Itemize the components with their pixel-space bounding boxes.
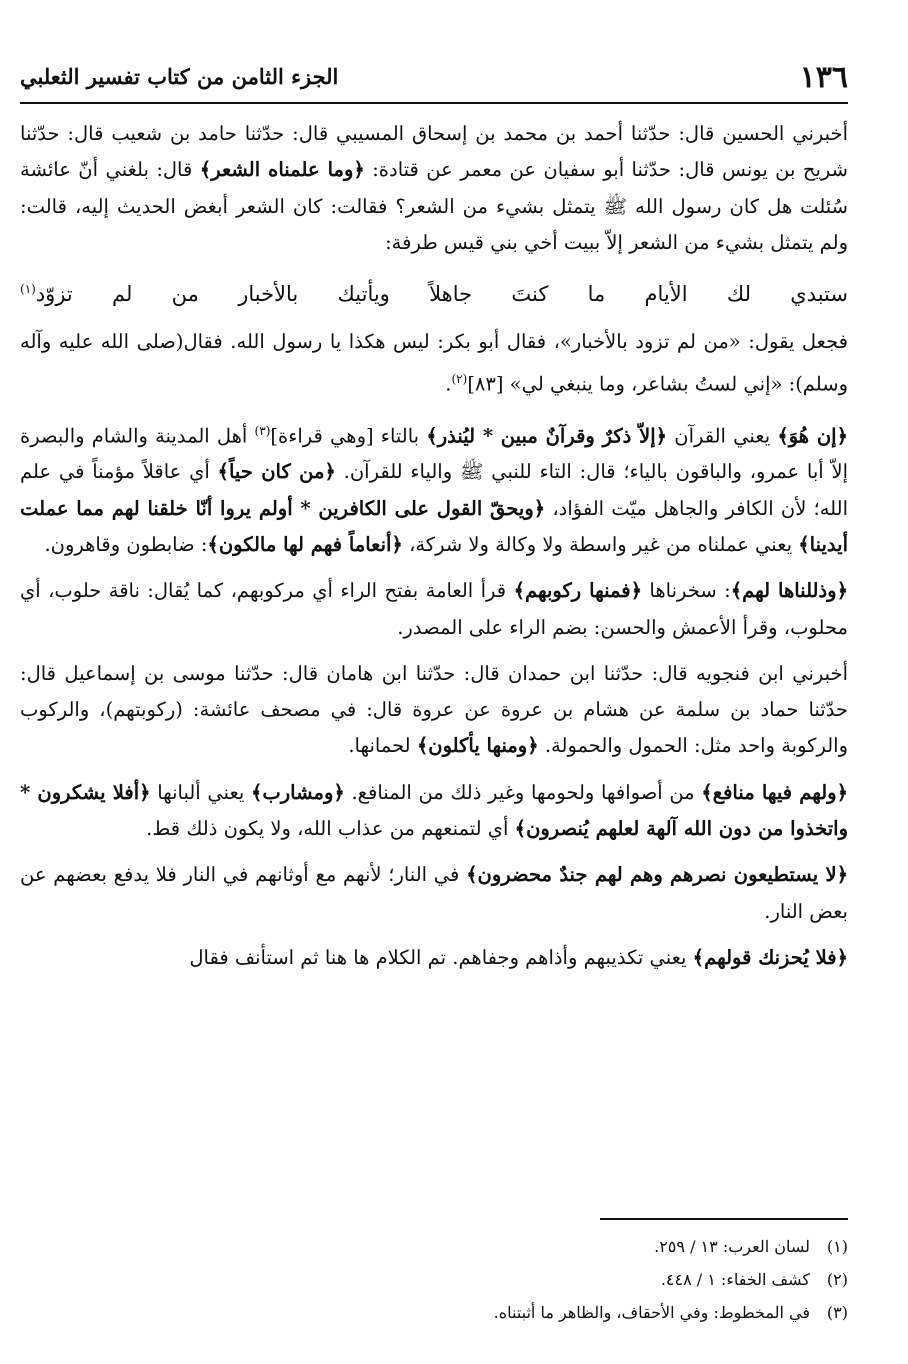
quran-quote: ﴿ومشارب﴾ — [250, 780, 345, 804]
footnote-3: (٣)في المخطوط: وفي الأحقاف، والظاهر ما أثبتناه. — [493, 1303, 848, 1322]
footnote-rule — [600, 1218, 848, 1220]
quran-quote: ﴿وذللناها لهم﴾ — [730, 579, 848, 603]
quran-quote: ﴿فلا يُحزنك قولهم﴾ — [692, 945, 848, 969]
verse-hemistich-2: ويأتيك بالأخبار من لم تزوّد — [35, 282, 390, 307]
paragraph-8: ﴿فلا يُحزنك قولهم﴾ يعني تكذيبهم وأذاهم وجفاهم. تم الكلام ها هنا ثم استأنف فقال — [189, 945, 848, 969]
quran-quote: ﴿أفلا يشكرون * واتخذوا من دون الله آلهة لعلهم يُنصرون﴾ — [20, 780, 848, 841]
poetry-verse — [20, 271, 848, 312]
paragraph-1: أخبرني الحسين قال: حدّثنا أحمد بن محمد بن إسحاق المسيبي قال: حدّثنا حامد بن شعيب قال: حدّثنا شريح بن يونس قال: حدّثنا أبو سفيان عن معمر عن قتادة: ﴿وما علمناه الشعر﴾ قال: بلغني أنّ عائشة سُئلت هل كان رسول الله ﷺ يتمثل بشيء من الشعر؟ فقالت: كان الشعر أبغض الحديث إليه، قالت: ولم يتمثل بشيء من الشعر إلاّ ببيت أخي بني قيس طرفة: — [20, 122, 848, 254]
quran-quote: ﴿أنعاماً فهم لها مالكون﴾ — [207, 532, 403, 556]
header-rule — [20, 102, 848, 104]
page-body — [20, 116, 848, 986]
paragraph-2: فجعل يقول: «من لم تزود بالأخبار»، فقال أبو بكر: ليس هكذا يا رسول الله. فقال(صلى الله عليه وآله وسلم): «إني لستُ بشاعر، وما ينبغي لي» [٨٣]$^{(٢)}$. — [20, 330, 848, 396]
footnote-ref: (٣) — [254, 423, 271, 438]
page-number: ١٣٦ — [799, 60, 848, 95]
quran-quote: ﴿من كان حياً﴾ — [217, 460, 336, 484]
quran-quote: ﴿إن هُوَ﴾ — [777, 424, 849, 448]
footnotes — [20, 1230, 848, 1329]
paragraph-6: ﴿ولهم فيها منافع﴾ من أصوافها ولحومها وغير ذلك من المنافع. ﴿ومشارب﴾ يعني ألبانها ﴿أفلا يشكرون * واتخذوا من دون الله آلهة لعلهم يُنصرون﴾ أي لتمنعهم من عذاب الله، ولا يكون ذلك قط. — [20, 780, 848, 841]
footnote-ref: (٢) — [451, 371, 468, 386]
footnote-1: (١)لسان العرب: ١٣ / ٢٥٩. — [654, 1237, 848, 1256]
paragraph-3: ﴿إن هُوَ﴾ يعني القرآن ﴿إلاّ ذكرٌ وقرآنٌ مبين * ليُنذر﴾ بالتاء [وهي قراءة]$^{(٣)}$ أهل المدينة والشام والبصرة إلاّ أبا عمرو، والباقون بالياء؛ قال: التاء للنبي ﷺ والياء للقرآن. ﴿من كان حياً﴾ أي عاقلاً مؤمناً في علم الله؛ لأن الكافر والجاهل ميّت الفؤاد، ﴿ويحقّ القول على الكافرين * أولم يروا أنّا خلقنا لهم مما عملت أيدينا﴾ يعني عملناه من غير واسطة ولا وكالة ولا شركة، ﴿أنعاماً فهم لها مالكون﴾: ضابطون وقاهرون. — [20, 423, 849, 556]
quran-quote: ﴿إلاّ ذكرٌ وقرآنٌ مبين * ليُنذر﴾ — [426, 424, 668, 448]
quran-quote: ﴿ومنها يأكلون﴾ — [416, 734, 539, 758]
verse-hemistich-1: ستبدي لك الأيام ما كنتَ جاهلاً — [429, 282, 848, 307]
paragraph-5: أخبرني ابن فنجويه قال: حدّثنا ابن حمدان قال: حدّثنا ابن هامان قال: حدّثنا موسى بن إسماعيل قال: حدّثنا حماد بن سلمة عن هشام بن عروة عن عروة قال: في مصحف عائشة: (ركوبتهم)، والركوب والركوبة واحد مثل: الحمول والحمولة. ﴿ومنها يأكلون﴾ لحمانها. — [20, 661, 848, 758]
quran-quote: ﴿ويحقّ القول على الكافرين * أولم يروا أنّا خلقنا لهم مما عملت أيدينا﴾ — [20, 496, 848, 556]
paragraph-4: ﴿وذللناها لهم﴾: سخرناها ﴿فمنها ركوبهم﴾ قرأ العامة بفتح الراء أي مركوبهم، كما يُقال: ناقة حلوب، أي محلوب، وقرأ الأعمش والحسن: بضم الراء على المصدر. — [20, 579, 848, 639]
footnote-ref: (١) — [20, 282, 36, 297]
footnote-2: (٢)كشف الخفاء: ١ / ٤٤٨. — [660, 1270, 848, 1289]
quran-quote: ﴿فمنها ركوبهم﴾ — [513, 579, 642, 603]
paragraph-7: ﴿لا يستطيعون نصرهم وهم لهم جندٌ محضرون﴾ في النار؛ لأنهم مع أوثانهم في النار فلا يدفع بعضهم عن بعض النار. — [20, 863, 849, 923]
quran-quote: ﴿لا يستطيعون نصرهم وهم لهم جندٌ محضرون﴾ — [466, 863, 849, 887]
page-header — [20, 58, 848, 102]
quran-quote: ﴿وما علمناه الشعر﴾ — [199, 158, 365, 182]
quran-quote: ﴿ولهم فيها منافع﴾ — [701, 780, 848, 804]
running-title: الجزء الثامن من كتاب تفسير الثعلبي — [20, 64, 339, 89]
